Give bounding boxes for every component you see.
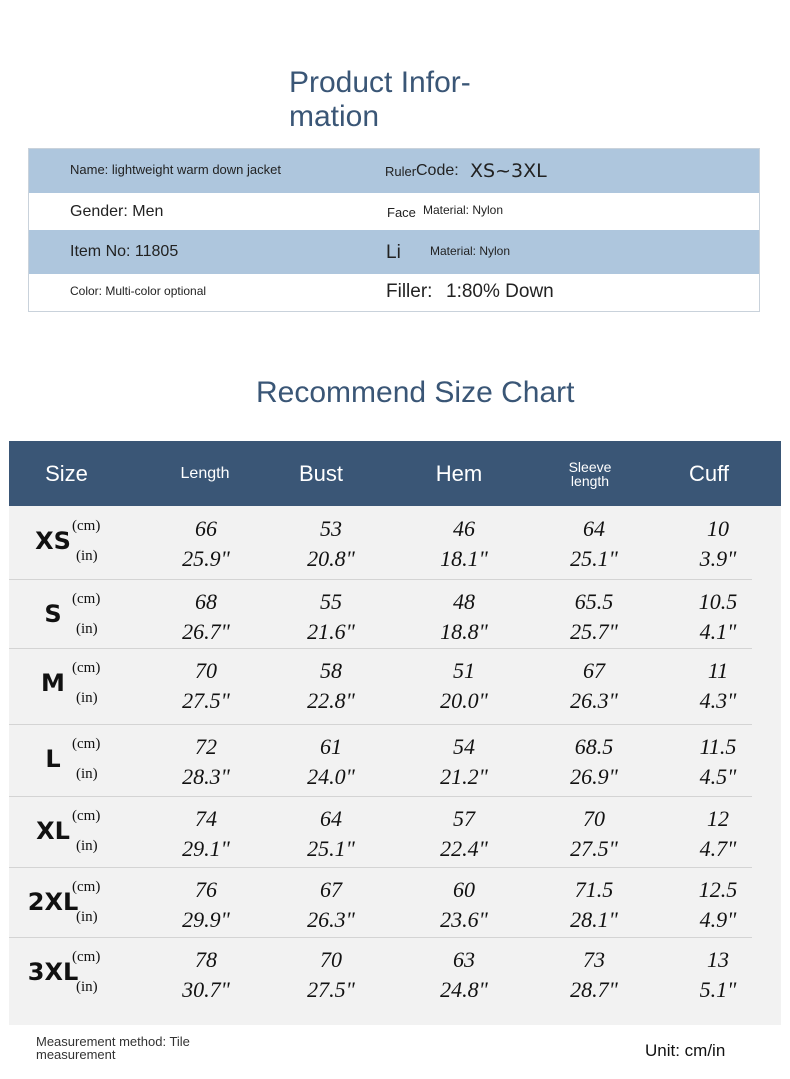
value-in: 24.0" [307,764,355,789]
size-row-xl [9,796,752,867]
value-cm: 11 [707,658,729,683]
value-in: 27.5" [182,688,230,713]
size-label: L [45,745,61,773]
value-cm: 10.5 [698,589,738,614]
value-in: 26.9" [570,764,618,789]
value-in: 4.5" [699,764,737,789]
value-cm: 70 [320,947,342,972]
value-in: 21.6" [307,619,355,644]
value-in: 29.9" [182,907,230,932]
info-row [29,274,759,311]
size-row-s [9,579,752,648]
value-in: 4.1" [699,619,737,644]
size-chart-header [9,441,781,506]
size-label: XL [36,817,70,845]
size-row-xs [9,506,752,579]
value-in: 22.4" [440,836,488,861]
value-in: 20.0" [440,688,488,713]
header-size: Size [45,460,88,486]
info-ruler-label: Ruler [385,164,417,179]
measurement-method: Measurement method: Tile measurement [36,1034,190,1062]
value-in: 28.1" [570,907,618,932]
info-row [29,230,759,274]
header-sleeve-length: Sleeve length [568,458,612,489]
value-in: 28.7" [570,977,618,1002]
value-in: 23.6" [440,907,488,932]
value-in: 25.1" [570,546,618,571]
value-cm: 67 [320,877,342,902]
unit-cm: (cm) [72,660,101,676]
unit-cm: (cm) [72,949,101,965]
value-cm: 57 [453,806,475,831]
unit-in: (in) [76,766,98,782]
value-in: 30.7" [182,977,230,1002]
info-filler-label: Filler: [386,281,433,302]
value-in: 5.1" [699,977,737,1002]
info-face-material: Material: Nylon [423,203,504,217]
value-cm: 67 [583,658,605,683]
value-cm: 54 [453,734,475,759]
value-cm: 76 [195,877,217,902]
value-cm: 58 [320,658,342,683]
unit-in: (in) [76,690,98,706]
value-cm: 74 [195,806,217,831]
unit-in: (in) [76,909,98,925]
product-info-table [28,148,760,312]
value-in: 25.1" [307,836,355,861]
value-cm: 51 [453,658,475,683]
value-in: 4.7" [699,836,737,861]
info-row [29,149,759,193]
value-cm: 61 [320,734,342,759]
value-in: 26.7" [182,619,230,644]
value-in: 4.9" [699,907,737,932]
value-cm: 71.5 [574,877,614,902]
value-cm: 64 [583,516,605,541]
value-in: 21.2" [440,764,488,789]
size-label: 2XL [27,888,79,916]
header-cuff: Cuff [689,460,729,486]
value-cm: 70 [195,658,217,683]
value-cm: 46 [453,516,475,541]
unit-in: (in) [76,838,98,854]
value-in: 24.8" [440,977,488,1002]
product-info-title: Product Infor- mation [289,66,471,133]
value-in: 26.3" [570,688,618,713]
value-cm: 73 [583,947,605,972]
size-row-3xl [9,937,752,1025]
value-in: 28.3" [182,764,230,789]
unit-cm: (cm) [72,736,101,752]
value-cm: 12 [707,806,729,831]
value-cm: 64 [320,806,342,831]
unit-note: Unit: cm/in [645,1041,726,1060]
value-cm: 68 [195,589,217,614]
value-in: 22.8" [307,688,355,713]
header-bust: Bust [298,460,344,486]
size-label: 3XL [27,958,79,986]
value-in: 29.1" [182,836,230,861]
info-li-label: Li [386,242,401,263]
info-item-no: Item No: 11805 [70,243,179,260]
info-filler-value: 1:80% Down [446,281,554,302]
info-li-material: Material: Nylon [430,244,511,258]
value-in: 18.8" [440,619,488,644]
value-cm: 10 [707,516,729,541]
header-length: Length [180,464,230,482]
value-cm: 70 [583,806,605,831]
size-label: M [41,669,65,697]
value-cm: 11.5 [699,734,737,759]
info-gender: Gender: Men [70,203,164,220]
value-cm: 12.5 [698,877,738,902]
value-cm: 53 [320,516,342,541]
value-cm: 78 [195,947,217,972]
info-name: Name: lightweight warm down jacket [70,162,281,177]
value-in: 4.3" [699,688,737,713]
value-in: 3.9" [699,546,737,571]
value-cm: 48 [453,589,475,614]
unit-cm: (cm) [72,808,101,824]
unit-cm: (cm) [72,591,101,607]
size-row-2xl [9,867,752,937]
value-cm: 72 [195,734,217,759]
info-face-label: Face [387,205,416,220]
value-in: 20.8" [307,546,355,571]
size-chart-title: Recommend Size Chart [256,376,575,409]
value-in: 26.3" [307,907,355,932]
unit-in: (in) [76,621,98,637]
value-cm: 60 [453,877,475,902]
value-in: 18.1" [440,546,488,571]
value-in: 25.9" [182,546,230,571]
size-chart-table [9,441,781,1025]
size-row-l [9,724,752,796]
info-row [29,193,759,230]
size-label: S [44,600,62,628]
unit-in: (in) [76,548,98,564]
value-cm: 13 [707,947,729,972]
info-code-label: Code: [416,162,459,179]
size-row-m [9,648,752,724]
value-cm: 66 [195,516,217,541]
value-cm: 65.5 [574,589,614,614]
unit-cm: (cm) [72,879,101,895]
value-cm: 63 [453,947,475,972]
value-cm: 55 [320,589,342,614]
info-code-value: XS~3XL [470,160,547,182]
unit-in: (in) [76,979,98,995]
value-cm: 68.5 [574,734,614,759]
header-hem: Hem [435,460,483,486]
value-in: 27.5" [307,977,355,1002]
unit-cm: (cm) [72,518,101,534]
value-in: 25.7" [570,619,618,644]
info-color: Color: Multi-color optional [70,284,207,298]
value-in: 27.5" [570,836,618,861]
size-label: XS [35,527,71,555]
